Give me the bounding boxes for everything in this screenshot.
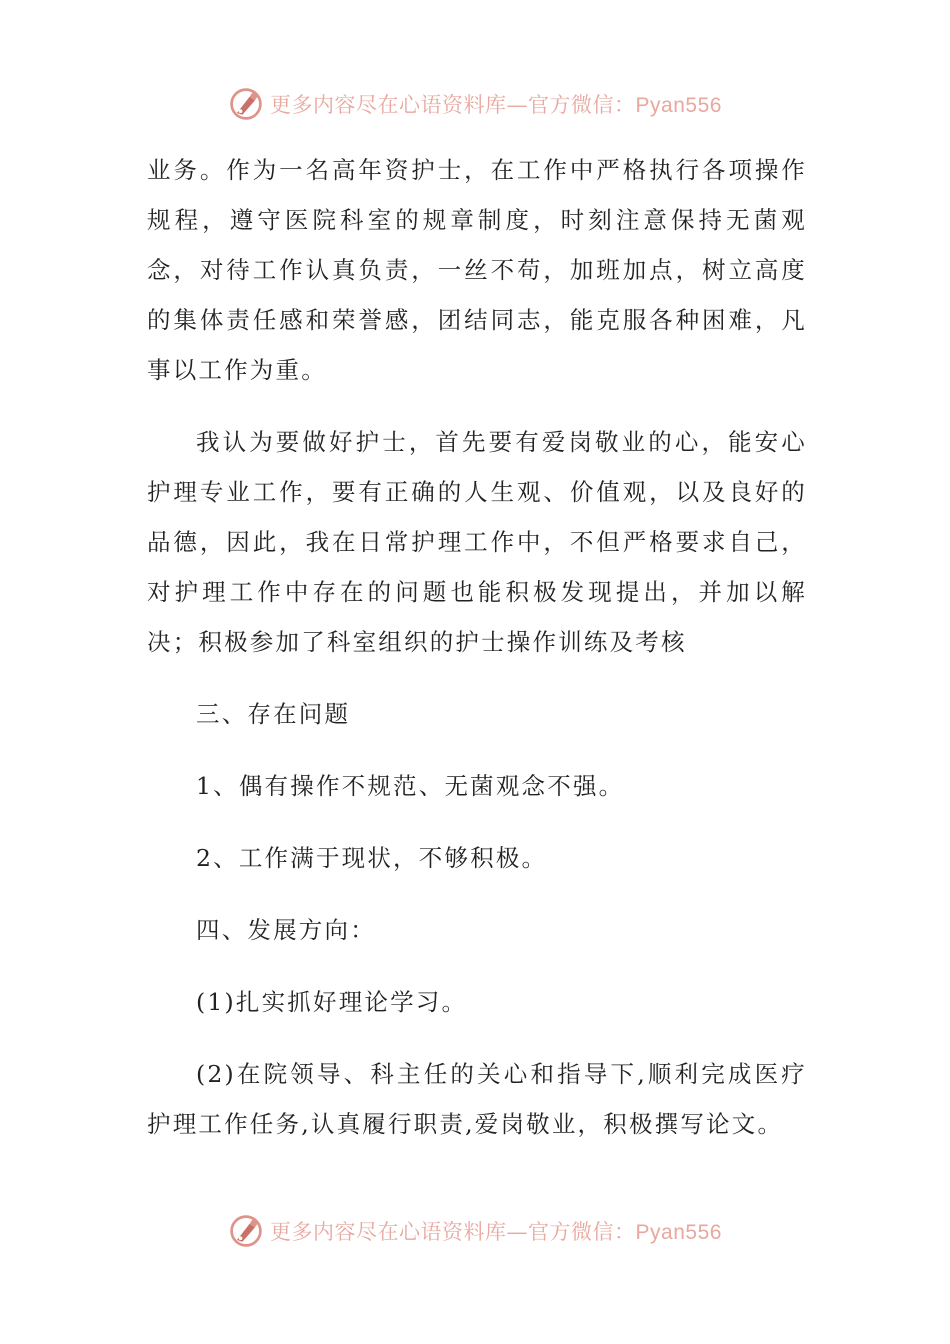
watermark-text: 更多内容尽在心语资料库—官方微信：Pyan556 <box>270 1220 722 1244</box>
document-body <box>147 145 807 1149</box>
paragraph-2: 我认为要做好护士，首先要有爱岗敬业的心，能安心护理专业工作，要有正确的人生观、价值观，以及良好的品德，因此，我在日常护理工作中，不但严格要求自己，对护理工作中存在的问题也能积极发现提出，并加以解决；积极参加了科室组织的护士操作训练及考核 <box>147 428 807 656</box>
list-item-1: 1、偶有操作不规范、无菌观念不强。 <box>196 772 625 800</box>
pen-nib-logo-icon <box>228 1213 264 1249</box>
direction-item-2: (2)在院领导、科主任的关心和指导下,顺利完成医疗护理工作任务,认真履行职责,爱岗敬业，积极撰写论文。 <box>147 1060 807 1138</box>
pen-nib-logo-icon <box>228 86 264 122</box>
footer-watermark <box>0 1209 950 1253</box>
section-heading-issues: 三、存在问题 <box>196 700 351 728</box>
direction-item-1: (1)扎实抓好理论学习。 <box>196 988 468 1016</box>
section-heading-direction: 四、发展方向： <box>196 916 376 944</box>
watermark-text: 更多内容尽在心语资料库—官方微信：Pyan556 <box>270 93 722 117</box>
paragraph-1: 业务。作为一名高年资护士，在工作中严格执行各项操作规程，遵守医院科室的规章制度，时刻注意保持无菌观念，对待工作认真负责，一丝不苟，加班加点，树立高度的集体责任感和荣誉感，团结同志，能克服各种困难，凡事以工作为重。 <box>147 156 807 384</box>
header-watermark <box>0 82 950 126</box>
list-item-2: 2、工作满于现状，不够积极。 <box>196 844 548 872</box>
